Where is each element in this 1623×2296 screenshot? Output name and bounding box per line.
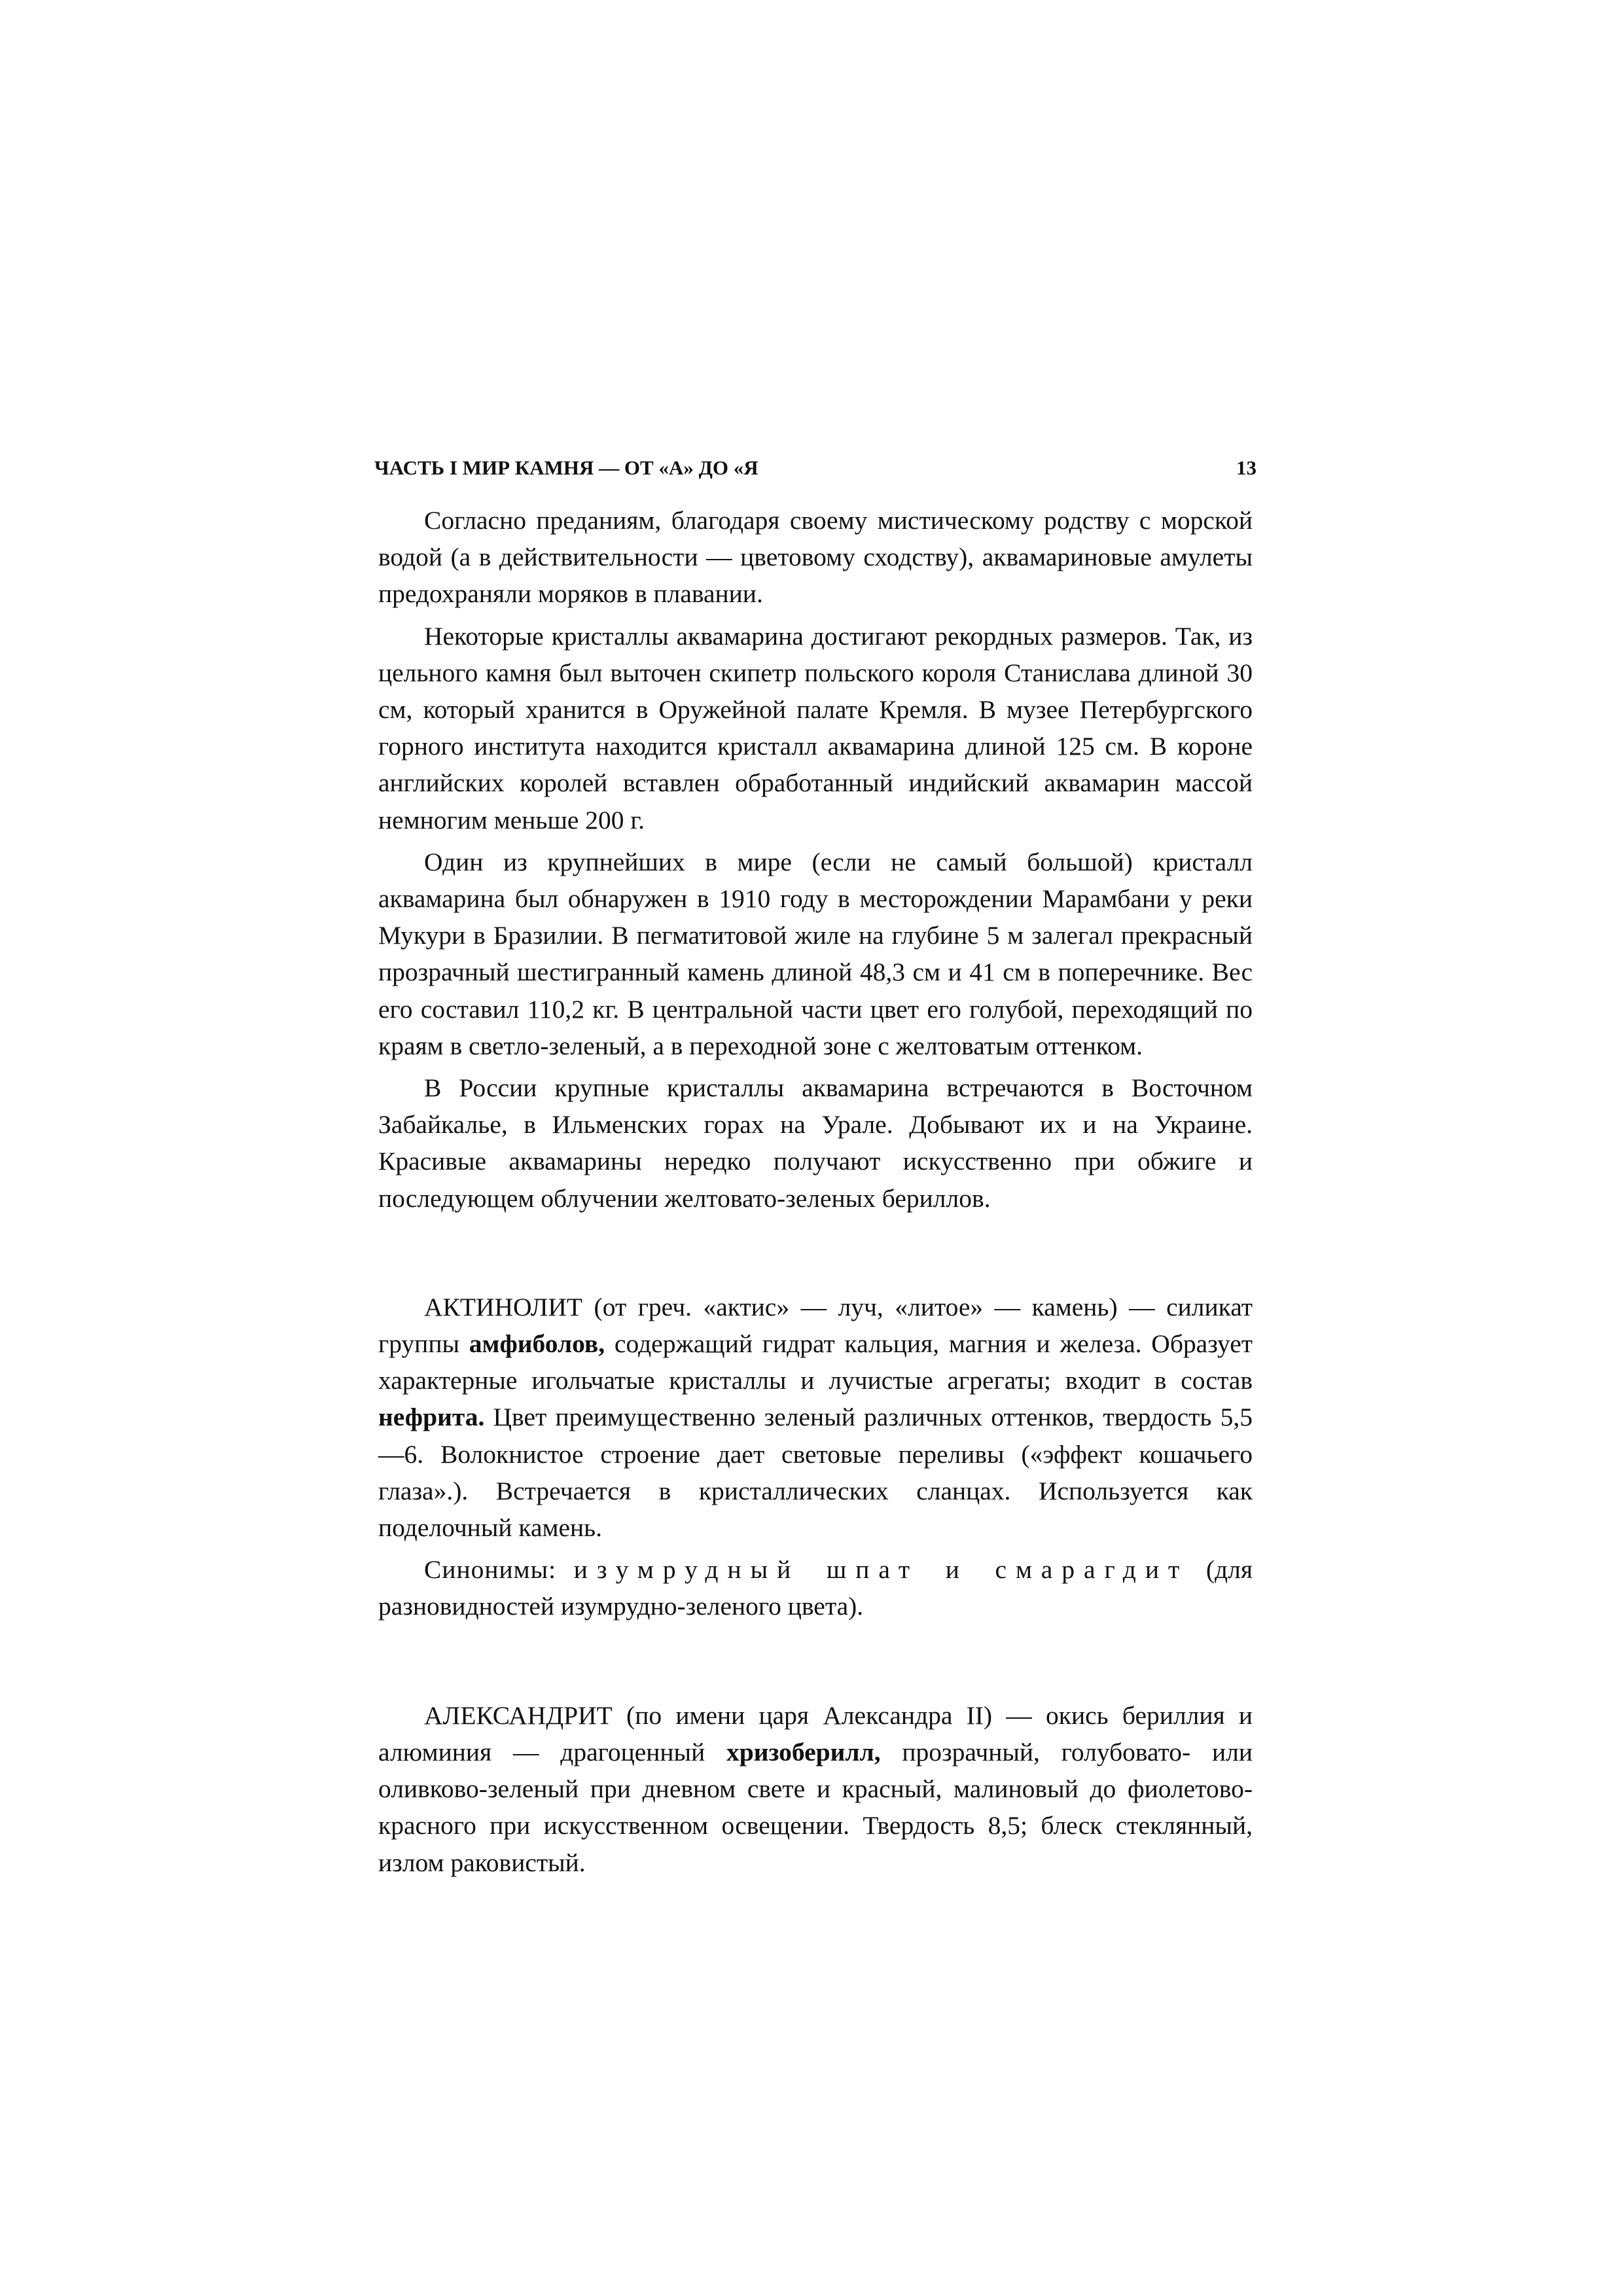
running-head-title: ЧАСТЬ I МИР КАМНЯ — ОТ «А» ДО «Я — [374, 456, 758, 479]
actinolite-entry — [378, 1289, 1253, 1546]
page-number: 13 — [1236, 456, 1257, 479]
synonyms-note: (для разновидностей изумрудно-зеленого цвета). — [378, 1555, 1253, 1621]
actinolite-text-3: Цвет преимущественно зеленый различных оттенков, твердость 5,5—6. Волокнистое строение дает световые переливы («эффект кошачьего глаза».). Встречается в кристаллических сланцах. Используется как поделочный камень. — [378, 1403, 1253, 1543]
alexandrite-term-chrysoberyl: хризоберилл, — [726, 1737, 881, 1767]
alexandrite-text-2: прозрачный, голубовато- или оливково-зеленый при дневном свете и красный, малиновый до фиолетово-красного при искусственном освещении. Твердость 8,5; блеск стеклянный, излом раковистый. — [378, 1737, 1253, 1877]
aquamarine-paragraph-4: В России крупные кристаллы аквамарина встречаются в Восточном Забайкалье, в Ильменских горах на Урале. Добывают их и на Украине. Красивые аквамарины нередко получают искусственно при обжиге и последующем облучении желтовато-зеленых бериллов. — [378, 1073, 1253, 1213]
alexandrite-entry — [378, 1697, 1253, 1881]
synonyms-label: Синонимы: — [424, 1555, 557, 1585]
aquamarine-paragraph-2: Некоторые кристаллы аквамарина достигают рекордных размеров. Так, из цельного камня был выточен скипетр польского короля Станислава длиной 30 см, который хранится в Оружейной палате Кремля. В музее Петербургского горного института находится кристалл аквамарина длиной 125 см. В короне английских королей вставлен обработанный индийский аквамарин массой немногим меньше 200 г. — [378, 621, 1253, 834]
aquamarine-paragraph-3: Один из крупнейших в мире (если не самый большой) кристалл аквамарина был обнаружен в 1910 году в месторождении Марамбани у реки Мукури в Бразилии. В пегматитовой жиле на глубине 5 м залегал прекрасный прозрачный шестигранный камень длиной 48,3 см и 41 см в поперечнике. Вес его составил 110,2 кг. В центральной части цвет его голубой, переходящий по краям в светло-зеленый, а в переходной зоне с желтоватым оттенком. — [378, 847, 1253, 1060]
actinolite-synonyms — [378, 1551, 1253, 1624]
body-text — [378, 502, 1253, 1881]
actinolite-text-2: содержащий гидрат кальция, магния и железа. Образует характерные игольчатые кристаллы и лучистые агрегаты; входит в состав — [378, 1329, 1253, 1395]
alexandrite-text-1: АЛЕКСАНДРИТ (по имени царя Александра II) — окись бериллия и алюминия — драгоценный — [378, 1700, 1253, 1767]
actinolite-term-nephrite: нефрита. — [378, 1403, 485, 1432]
actinolite-term-amphiboles: амфиболов, — [469, 1329, 605, 1359]
aquamarine-paragraph-1: Согласно преданиям, благодаря своему мистическому родству с морской водой (а в действительности — цветовому сходству), аквамариновые амулеты предохраняли моряков в плавании. — [378, 506, 1253, 609]
synonyms-words: изумрудный шпат и смарагдит — [573, 1555, 1189, 1585]
actinolite-text-1: АКТИНОЛИТ (от греч. «актис» — луч, «литое» — камень) — силикат группы — [378, 1292, 1253, 1359]
running-head — [374, 452, 1257, 484]
